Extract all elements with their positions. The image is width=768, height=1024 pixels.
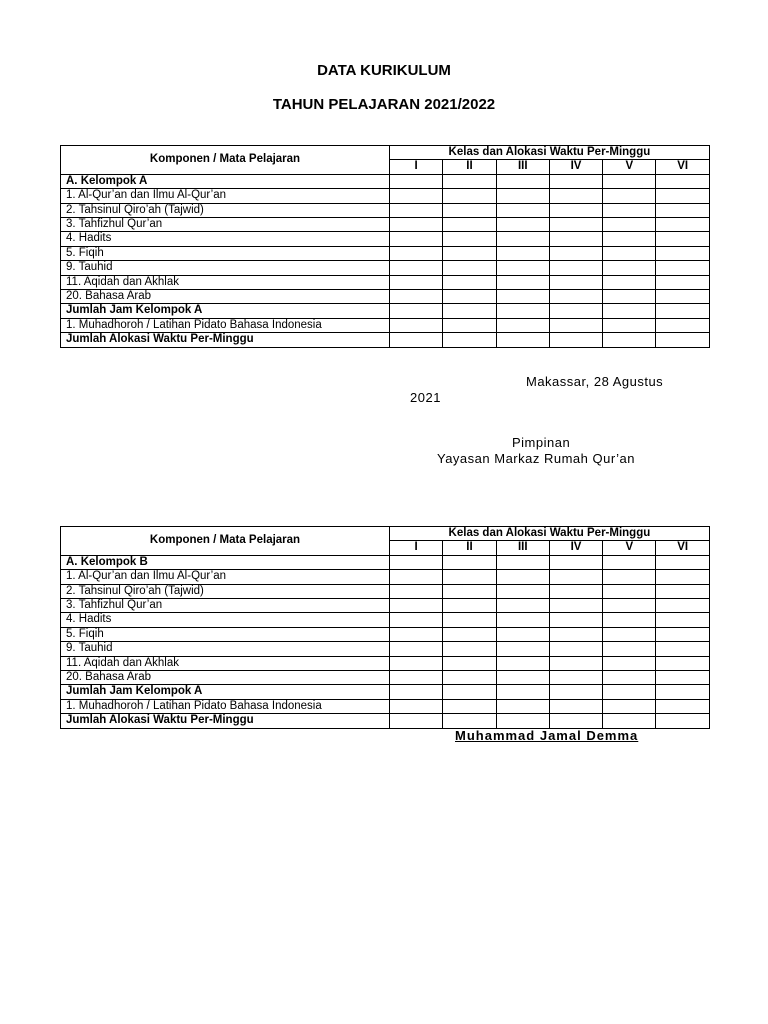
hours-cell-v xyxy=(603,714,656,728)
hours-cell-iii xyxy=(496,203,549,217)
class-header-iv: IV xyxy=(549,541,602,555)
hours-cell-i xyxy=(390,570,443,584)
document-subtitle: TAHUN PELAJARAN 2021/2022 xyxy=(272,96,496,113)
subject-label: 20. Bahasa Arab xyxy=(61,671,390,685)
hours-cell-i xyxy=(390,218,443,232)
hours-cell-i xyxy=(390,671,443,685)
hours-cell-v xyxy=(603,232,656,246)
hours-cell-ii xyxy=(443,203,496,217)
hours-cell-ii xyxy=(443,290,496,304)
hours-cell-iii xyxy=(496,189,549,203)
table-row xyxy=(61,671,710,685)
hours-cell-v xyxy=(603,699,656,713)
hours-cell-v xyxy=(603,290,656,304)
table-row xyxy=(61,333,710,347)
signature-role: Pimpinan xyxy=(512,435,571,450)
hours-cell-iv xyxy=(549,203,602,217)
class-header-vi: VI xyxy=(656,160,709,174)
hours-cell-iii xyxy=(496,333,549,347)
component-header: Komponen / Mata Pelajaran xyxy=(61,146,390,175)
hours-cell-i xyxy=(390,304,443,318)
subject-label: Jumlah Jam Kelompok A xyxy=(61,685,390,699)
hours-cell-v xyxy=(603,656,656,670)
hours-cell-vi xyxy=(656,584,709,598)
hours-cell-i xyxy=(390,613,443,627)
hours-cell-i xyxy=(390,261,443,275)
component-header: Komponen / Mata Pelajaran xyxy=(61,527,390,556)
hours-cell-ii xyxy=(443,261,496,275)
hours-cell-i xyxy=(390,174,443,188)
hours-cell-v xyxy=(603,333,656,347)
hours-cell-iv xyxy=(549,261,602,275)
hours-cell-vi xyxy=(656,203,709,217)
hours-cell-v xyxy=(603,318,656,332)
hours-cell-i xyxy=(390,627,443,641)
hours-cell-ii xyxy=(443,318,496,332)
subject-label: Jumlah Alokasi Waktu Per-Minggu xyxy=(61,714,390,728)
subject-label: A. Kelompok A xyxy=(61,174,390,188)
hours-cell-iv xyxy=(549,318,602,332)
table-row xyxy=(61,599,710,613)
table-row xyxy=(61,699,710,713)
hours-cell-ii xyxy=(443,246,496,260)
hours-cell-i xyxy=(390,333,443,347)
class-header-iii: III xyxy=(496,160,549,174)
hours-cell-iv xyxy=(549,613,602,627)
hours-cell-i xyxy=(390,699,443,713)
hours-cell-i xyxy=(390,656,443,670)
hours-cell-iii xyxy=(496,555,549,569)
hours-cell-vi xyxy=(656,570,709,584)
hours-cell-vi xyxy=(656,555,709,569)
hours-cell-ii xyxy=(443,570,496,584)
subject-label: 1. Al-Qur’an dan Ilmu Al-Qur’an xyxy=(61,189,390,203)
table-row xyxy=(61,232,710,246)
hours-cell-iii xyxy=(496,714,549,728)
hours-cell-i xyxy=(390,584,443,598)
hours-cell-iv xyxy=(549,570,602,584)
hours-cell-v xyxy=(603,304,656,318)
hours-cell-iii xyxy=(496,642,549,656)
table-row xyxy=(61,203,710,217)
hours-cell-i xyxy=(390,290,443,304)
hours-cell-iii xyxy=(496,275,549,289)
subject-label: 3. Tahfizhul Qur’an xyxy=(61,599,390,613)
table-row xyxy=(61,261,710,275)
hours-cell-ii xyxy=(443,599,496,613)
hours-cell-i xyxy=(390,714,443,728)
subject-label: Jumlah Jam Kelompok A xyxy=(61,304,390,318)
hours-cell-v xyxy=(603,218,656,232)
table-row xyxy=(61,584,710,598)
subject-label: 11. Aqidah dan Akhlak xyxy=(61,275,390,289)
hours-cell-iv xyxy=(549,304,602,318)
hours-cell-v xyxy=(603,671,656,685)
hours-cell-iv xyxy=(549,333,602,347)
hours-cell-iv xyxy=(549,174,602,188)
hours-cell-vi xyxy=(656,627,709,641)
subject-label: 1. Muhadhoroh / Latihan Pidato Bahasa Indonesia xyxy=(61,318,390,332)
hours-cell-v xyxy=(603,599,656,613)
hours-cell-v xyxy=(603,584,656,598)
subject-label: 1. Al-Qur’an dan Ilmu Al-Qur’an xyxy=(61,570,390,584)
subject-label: 5. Fiqih xyxy=(61,627,390,641)
hours-cell-iv xyxy=(549,642,602,656)
hours-cell-iii xyxy=(496,174,549,188)
hours-cell-iii xyxy=(496,570,549,584)
class-header-vi: VI xyxy=(656,541,709,555)
hours-cell-iv xyxy=(549,627,602,641)
class-header-ii: II xyxy=(443,541,496,555)
hours-cell-vi xyxy=(656,671,709,685)
hours-cell-v xyxy=(603,246,656,260)
hours-cell-vi xyxy=(656,246,709,260)
hours-cell-ii xyxy=(443,304,496,318)
hours-cell-i xyxy=(390,642,443,656)
hours-cell-iv xyxy=(549,656,602,670)
document-title: DATA KURIKULUM xyxy=(317,62,451,79)
subject-label: 4. Hadits xyxy=(61,232,390,246)
table-row xyxy=(61,714,710,728)
hours-cell-ii xyxy=(443,333,496,347)
hours-cell-v xyxy=(603,642,656,656)
hours-cell-iii xyxy=(496,318,549,332)
hours-cell-v xyxy=(603,174,656,188)
class-header-ii: II xyxy=(443,160,496,174)
hours-cell-vi xyxy=(656,232,709,246)
hours-cell-iii xyxy=(496,261,549,275)
hours-cell-iv xyxy=(549,275,602,289)
hours-cell-vi xyxy=(656,642,709,656)
table-row xyxy=(61,304,710,318)
hours-cell-vi xyxy=(656,189,709,203)
hours-cell-vi xyxy=(656,699,709,713)
table-row xyxy=(61,613,710,627)
hours-cell-iv xyxy=(549,714,602,728)
hours-cell-iii xyxy=(496,671,549,685)
hours-cell-ii xyxy=(443,671,496,685)
hours-cell-vi xyxy=(656,599,709,613)
table-row xyxy=(61,656,710,670)
class-header-iii: III xyxy=(496,541,549,555)
subject-label: 3. Tahfizhul Qur’an xyxy=(61,218,390,232)
hours-cell-ii xyxy=(443,218,496,232)
hours-cell-iv xyxy=(549,232,602,246)
hours-cell-ii xyxy=(443,699,496,713)
signature-organization: Yayasan Markaz Rumah Qur’an xyxy=(437,451,635,466)
hours-cell-v xyxy=(603,555,656,569)
hours-cell-v xyxy=(603,189,656,203)
hours-cell-iii xyxy=(496,613,549,627)
subject-label: 4. Hadits xyxy=(61,613,390,627)
table-row xyxy=(61,275,710,289)
hours-cell-v xyxy=(603,613,656,627)
hours-cell-vi xyxy=(656,318,709,332)
subject-label: 5. Fiqih xyxy=(61,246,390,260)
hours-cell-iv xyxy=(549,189,602,203)
signatory-name: Muhammad Jamal Demma xyxy=(455,728,639,743)
class-header-v: V xyxy=(603,160,656,174)
hours-cell-vi xyxy=(656,304,709,318)
table-row xyxy=(61,318,710,332)
table-row xyxy=(61,189,710,203)
table-row xyxy=(61,290,710,304)
hours-cell-ii xyxy=(443,642,496,656)
hours-cell-v xyxy=(603,261,656,275)
hours-cell-iv xyxy=(549,699,602,713)
hours-cell-i xyxy=(390,685,443,699)
hours-cell-iv xyxy=(549,584,602,598)
hours-cell-vi xyxy=(656,714,709,728)
subject-label: A. Kelompok B xyxy=(61,555,390,569)
hours-cell-vi xyxy=(656,290,709,304)
hours-cell-iii xyxy=(496,290,549,304)
hours-cell-vi xyxy=(656,218,709,232)
subject-label: 9. Tauhid xyxy=(61,261,390,275)
subject-label: 2. Tahsinul Qiro’ah (Tajwid) xyxy=(61,203,390,217)
signature-place-date: Makassar, 28 Agustus xyxy=(526,374,664,389)
hours-cell-iii xyxy=(496,304,549,318)
curriculum-table-a xyxy=(60,145,710,348)
hours-cell-i xyxy=(390,203,443,217)
hours-cell-iii xyxy=(496,627,549,641)
table-row xyxy=(61,555,710,569)
hours-cell-iii xyxy=(496,599,549,613)
table-row xyxy=(61,627,710,641)
hours-cell-vi xyxy=(656,174,709,188)
hours-cell-iii xyxy=(496,656,549,670)
hours-cell-iii xyxy=(496,584,549,598)
hours-cell-ii xyxy=(443,627,496,641)
hours-cell-v xyxy=(603,570,656,584)
subject-label: Jumlah Alokasi Waktu Per-Minggu xyxy=(61,333,390,347)
hours-cell-iv xyxy=(549,290,602,304)
hours-cell-ii xyxy=(443,555,496,569)
hours-cell-i xyxy=(390,555,443,569)
subject-label: 20. Bahasa Arab xyxy=(61,290,390,304)
hours-cell-v xyxy=(603,685,656,699)
hours-cell-iv xyxy=(549,671,602,685)
subject-label: 9. Tauhid xyxy=(61,642,390,656)
hours-cell-ii xyxy=(443,685,496,699)
class-header-i: I xyxy=(390,160,443,174)
hours-cell-iv xyxy=(549,246,602,260)
table-row xyxy=(61,642,710,656)
hours-cell-vi xyxy=(656,656,709,670)
hours-cell-i xyxy=(390,318,443,332)
hours-cell-i xyxy=(390,189,443,203)
hours-cell-v xyxy=(603,203,656,217)
hours-cell-ii xyxy=(443,613,496,627)
subject-label: 11. Aqidah dan Akhlak xyxy=(61,656,390,670)
hours-cell-i xyxy=(390,599,443,613)
hours-cell-ii xyxy=(443,584,496,598)
hours-cell-v xyxy=(603,275,656,289)
signature-year: 2021 xyxy=(410,390,441,405)
table-row xyxy=(61,246,710,260)
table-row xyxy=(61,570,710,584)
hours-cell-vi xyxy=(656,261,709,275)
hours-cell-iv xyxy=(549,555,602,569)
hours-cell-vi xyxy=(656,613,709,627)
subject-label: 2. Tahsinul Qiro’ah (Tajwid) xyxy=(61,584,390,598)
hours-cell-ii xyxy=(443,189,496,203)
class-header-v: V xyxy=(603,541,656,555)
hours-cell-vi xyxy=(656,275,709,289)
hours-cell-ii xyxy=(443,714,496,728)
class-group-header: Kelas dan Alokasi Waktu Per-Minggu xyxy=(390,527,710,541)
hours-cell-iv xyxy=(549,599,602,613)
hours-cell-ii xyxy=(443,656,496,670)
table-row xyxy=(61,685,710,699)
hours-cell-ii xyxy=(443,275,496,289)
hours-cell-iii xyxy=(496,699,549,713)
hours-cell-i xyxy=(390,246,443,260)
hours-cell-iv xyxy=(549,218,602,232)
hours-cell-vi xyxy=(656,333,709,347)
hours-cell-iii xyxy=(496,246,549,260)
hours-cell-v xyxy=(603,627,656,641)
hours-cell-i xyxy=(390,232,443,246)
hours-cell-i xyxy=(390,275,443,289)
table-row xyxy=(61,218,710,232)
hours-cell-ii xyxy=(443,232,496,246)
subject-label: 1. Muhadhoroh / Latihan Pidato Bahasa Indonesia xyxy=(61,699,390,713)
hours-cell-iv xyxy=(549,685,602,699)
hours-cell-iii xyxy=(496,685,549,699)
curriculum-table-b xyxy=(60,526,710,729)
hours-cell-iii xyxy=(496,232,549,246)
class-group-header: Kelas dan Alokasi Waktu Per-Minggu xyxy=(390,146,710,160)
table-row xyxy=(61,174,710,188)
class-header-iv: IV xyxy=(549,160,602,174)
hours-cell-vi xyxy=(656,685,709,699)
class-header-i: I xyxy=(390,541,443,555)
hours-cell-ii xyxy=(443,174,496,188)
hours-cell-iii xyxy=(496,218,549,232)
